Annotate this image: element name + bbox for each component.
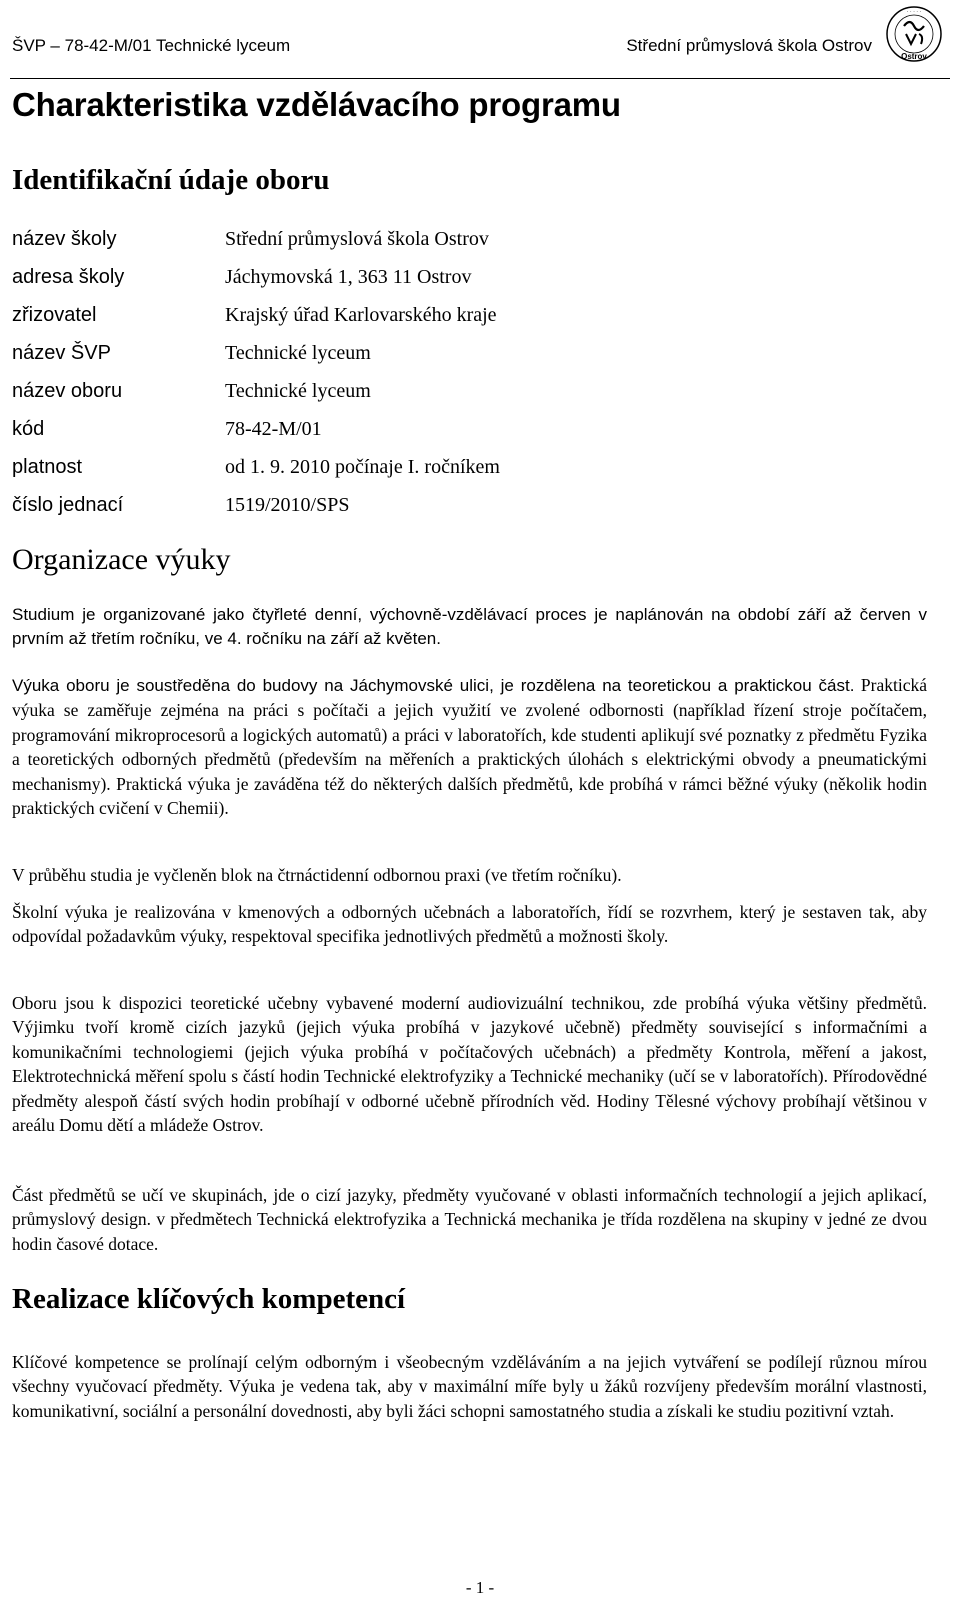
- organization-heading: Organizace výuky: [12, 543, 231, 576]
- id-value: 1519/2010/SPS: [225, 494, 350, 516]
- id-label: číslo jednací: [12, 494, 124, 516]
- header-school-name: Střední průmyslová škola Ostrov: [626, 36, 872, 55]
- id-label: platnost: [12, 456, 83, 478]
- id-value: 78-42-M/01: [225, 418, 322, 440]
- id-label: název ŠVP: [12, 342, 111, 364]
- competences-heading: Realizace klíčových kompetencí: [12, 1283, 406, 1315]
- id-value: od 1. 9. 2010 počínaje I. ročníkem: [225, 456, 500, 478]
- id-label: kód: [12, 418, 45, 440]
- id-value: Technické lyceum: [225, 342, 371, 364]
- svg-text:· · · · ·: · · · · ·: [906, 9, 922, 15]
- id-label: zřizovatel: [12, 304, 97, 326]
- organization-paragraph-practical: [12, 673, 927, 820]
- organization-paragraph-groups: Část předmětů se učí ve skupinách, jde o cizí jazyky, předměty vyučované v oblasti informačních technologií a jejich aplikací, průmyslový design. v předmětech Technická elektrofyzika a Technická mechanika je třída rozdělena na skupiny v jedné ze dvou hodin časové dotace.: [12, 1185, 927, 1254]
- page-header: [10, 0, 950, 79]
- competences-paragraph: Klíčové kompetence se prolínají celým odborným i všeobecným vzděláváním a na jejich vytváření se podílejí různou mírou všechny vyučovací předměty. Výuka je vedena tak, aby v maximální míře byly u žáků rozvíjeny především morální vlastnosti, komunikativní, sociální a personální dovednosti, aby byli žáci schopni samostatného studia a získali ke studiu pozitivní vztah.: [12, 1352, 927, 1421]
- organization-paragraph-equipment: Oboru jsou k dispozici teoretické učebny vybavené moderní audiovizuální technikou, zde probíhá výuka většiny předmětů. Výjimku tvoří kromě cizích jazyků (jejich výuka probíhá v jazykové učebně) předměty související s informačními a komunikačními technologiemi (jejich výuka probíhá v počítačových učebnách) a předměty Kontrola, měření a jakost, Elektrotechnická měření spolu s částí hodin Technické elektrofyziky a Technické mechaniky (učí se v laboratořích). Přírodovědné předměty alespoň částí svých hodin probíhají v odborné učebně přírodních věd. Hodiny Tělesné výchovy probíhají většinou v areálu Domu dětí a mládeže Ostrov.: [12, 993, 927, 1136]
- header-program-title: ŠVP – 78-42-M/01 Technické lyceum: [12, 36, 291, 55]
- id-value: Jáchymovská 1, 363 11 Ostrov: [225, 266, 472, 288]
- organization-text-location: Výuka oboru je soustředěna do budovy na Jáchymovské ulici, je rozdělena na teoretickou a praktickou část.: [12, 676, 855, 695]
- organization-paragraph-schedule: Studium je organizované jako čtyřleté denní, výchovně-vzdělávací proces je naplánován na období září až červen v prvním až třetím ročníku, ve 4. ročníku na září až květen.: [12, 605, 927, 649]
- organization-paragraph-classrooms: Školní výuka je realizována v kmenových a odborných učebnách a laboratořích, řídí se rozvrhem, který je sestaven tak, aby odpovídal požadavkům výuky, respektoval specifika jednotlivých předmětů a možnosti školy.: [12, 902, 927, 947]
- page-number: - 1 -: [465, 1578, 495, 1597]
- page-title: Charakteristika vzdělávacího programu: [12, 86, 621, 123]
- id-label: adresa školy: [12, 266, 125, 288]
- school-logo: [884, 4, 944, 64]
- organization-paragraph-internship: V průběhu studia je vyčleněn blok na čtrnáctidenní odbornou praxi (ve třetím ročníku).: [12, 865, 622, 885]
- school-logo-label: Ostrov: [901, 52, 927, 61]
- id-value: Technické lyceum: [225, 380, 371, 402]
- id-label: název oboru: [12, 380, 123, 402]
- organization-text-practical: Praktická výuka se zaměřuje zejména na práci s počítači a jejich využití ve zvolené odbornosti (například řízení stroje počítačem, programování mikroprocesorů a logických automatů) a práci v laboratořích, kde studenti aplikují své poznatky z předmětu Fyzika a teoretických odborných předmětů (především na měřeních a praktických úlohách s elektrickými obvody a pneumatickými mechanismy). Praktická výuka je zaváděna též do některých dalších předmětů, kde probíhá v rámci běžné výuky (několik hodin praktických cvičení v Chemii).: [12, 675, 927, 819]
- id-label: název školy: [12, 228, 117, 250]
- id-value: Střední průmyslová škola Ostrov: [225, 228, 489, 250]
- id-value: Krajský úřad Karlovarského kraje: [225, 304, 497, 326]
- identification-heading: Identifikační údaje oboru: [12, 164, 330, 196]
